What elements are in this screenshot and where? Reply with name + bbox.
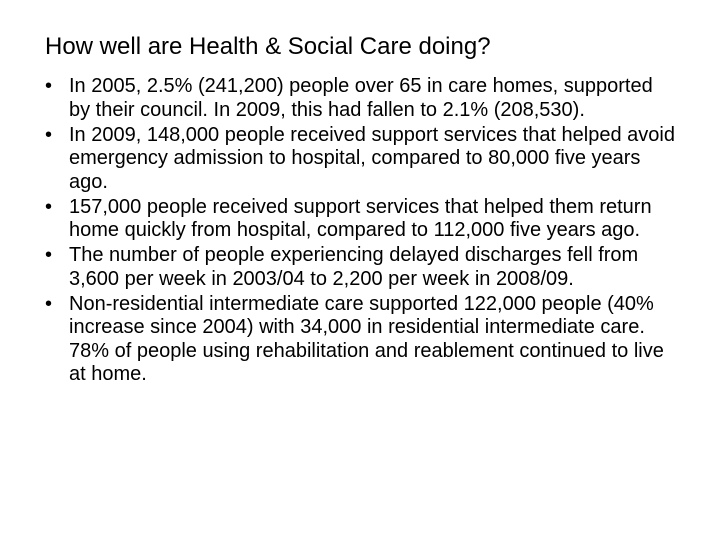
bullet-item: [45, 293, 675, 387]
bullet-marker: •: [45, 75, 53, 97]
bullet-marker: •: [45, 292, 53, 315]
bullet-item: [45, 124, 675, 195]
bullet-item: [45, 196, 675, 243]
bullet-marker: •: [45, 244, 53, 266]
slide-title: How well are Health & Social Care doing?: [45, 33, 491, 60]
bullet-text: 157,000 people received support services that helped them return home quickly from hospital, compared to 112,000 five years ago.: [69, 195, 652, 241]
bullet-text: Non-residential intermediate care supported 122,000 people (40% increase since 2004) with 34,000 in residential intermediate care. 78% of people using rehabilitation and reablement continued to live at home.: [69, 292, 664, 385]
bullet-marker: •: [45, 123, 53, 146]
bullet-text: In 2009, 148,000 people received support services that helped avoid emergency admission to hospital, compared to 80,000 five years ago.: [69, 123, 675, 193]
bullet-text: In 2005, 2.5% (241,200) people over 65 in care homes, supported by their council. In 2009, this had fallen to 2.1% (208,530).: [69, 75, 653, 121]
bullet-list: [45, 75, 675, 388]
bullet-text: The number of people experiencing delayed discharges fell from 3,600 per week in 2003/04 to 2,200 per week in 2008/09.: [69, 244, 639, 290]
bullet-item: [45, 75, 675, 122]
bullet-item: [45, 244, 675, 291]
bullet-marker: •: [45, 195, 53, 218]
